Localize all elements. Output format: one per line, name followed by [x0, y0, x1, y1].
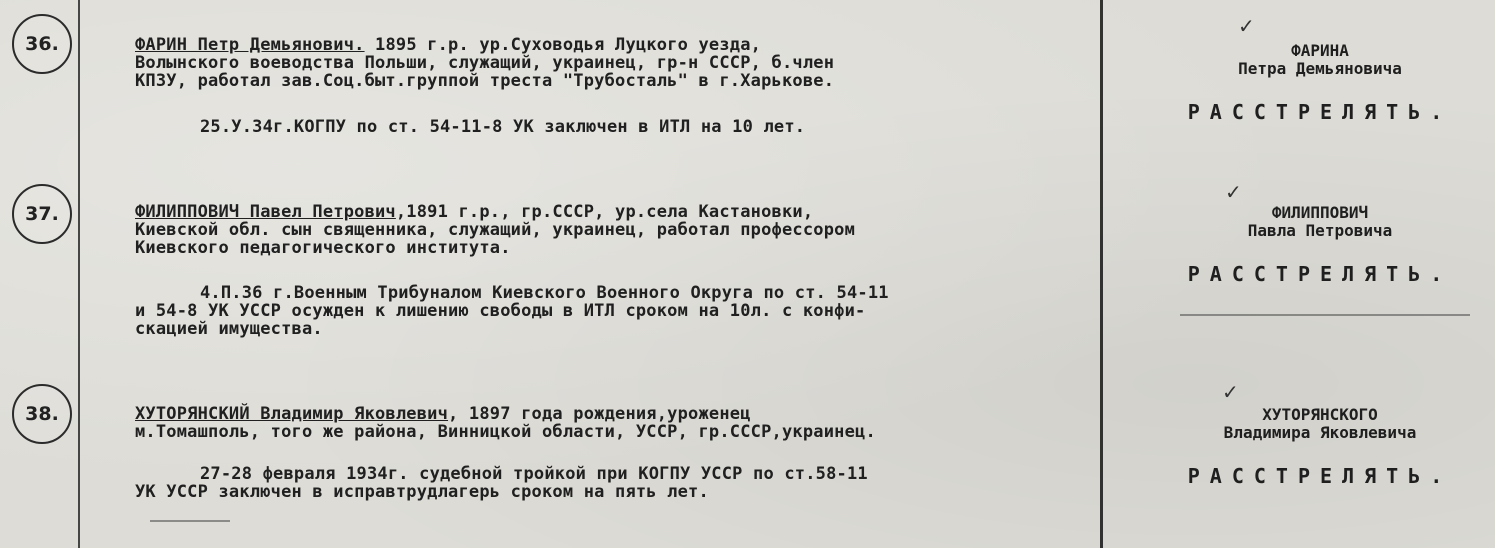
record-number-circle: 38. [12, 384, 72, 444]
column-divider [1100, 0, 1103, 548]
verdict-text: РАССТРЕЛЯТЬ. [1187, 262, 1453, 286]
record-description [135, 405, 1095, 441]
record-line: 1895 г.р. ур.Суховодья Луцкого уезда, [364, 35, 762, 55]
checkmark-icon: ✓ [1238, 14, 1255, 38]
separator-line [150, 520, 230, 522]
record-number-circle: 37. [12, 184, 72, 244]
record-sentence: 25.У.34г.КОГПУ по ст. 54-11-8 УК заключен в ИТЛ на 10 лет. [200, 117, 806, 137]
record-line: Волынского воеводства Польши, служащий, украинец, гр-н СССР, б.член [135, 53, 835, 73]
record-line: ,1891 г.р., гр.СССР, ур.села Кастановки, [395, 202, 814, 222]
record-line: м.Томашполь, того же района, Винницкой области, УССР, гр.СССР,украинец. [135, 422, 876, 442]
record-line: КПЗУ, работал зав.Соц.быт.группой треста "Трубосталь" в г.Харькове. [135, 71, 835, 91]
record-line: Киевской обл. сын священника, служащий, украинец, работал профессором [135, 220, 856, 240]
person-name: ФИЛИППОВИЧ Павел Петрович [135, 202, 396, 222]
verdict-block [1150, 42, 1490, 124]
record-number-circle: 36. [12, 14, 72, 74]
person-name: ХУТОРЯНСКИЙ Владимир Яковлевич [135, 404, 449, 424]
record-sentence: 4.П.36 г.Военным Трибуналом Киевского Военного Округа по ст. 54-11 и 54-8 УК УССР осужден к лишению свободы в ИТЛ сроком на 10л. с конфи- скацией имущества. [135, 283, 889, 339]
verdict-block [1150, 204, 1490, 286]
verdict-text: РАССТРЕЛЯТЬ. [1187, 100, 1453, 124]
record-sentence: 27-28 февраля 1934г. судебной тройкой при КОГПУ УССР по ст.58-11 УК УССР заключен в исправтрудлагерь сроком на пять лет. [135, 464, 868, 502]
separator-line [1180, 314, 1470, 316]
verdict-name: ХУТОРЯНСКОГО [1262, 405, 1378, 424]
verdict-block [1150, 406, 1490, 488]
record-line: Киевского педагогического института. [135, 238, 511, 258]
margin-line [78, 0, 80, 548]
record-description [135, 36, 1095, 90]
verdict-text: РАССТРЕЛЯТЬ. [1187, 464, 1453, 488]
verdict-name-genitive: Владимира Яковлевича [1223, 423, 1417, 442]
checkmark-icon: ✓ [1222, 380, 1239, 404]
record-line: , 1897 года рождения,уроженец [448, 404, 751, 424]
verdict-name: ФИЛИППОВИЧ [1271, 203, 1369, 222]
verdict-name-genitive: Петра Демьяновича [1238, 59, 1402, 78]
person-name: ФАРИН Петр Демьянович. [135, 35, 365, 55]
checkmark-icon: ✓ [1225, 180, 1242, 204]
record-description [135, 203, 1095, 257]
verdict-name-genitive: Павла Петровича [1247, 221, 1393, 240]
verdict-name: ФАРИНА [1291, 41, 1349, 60]
